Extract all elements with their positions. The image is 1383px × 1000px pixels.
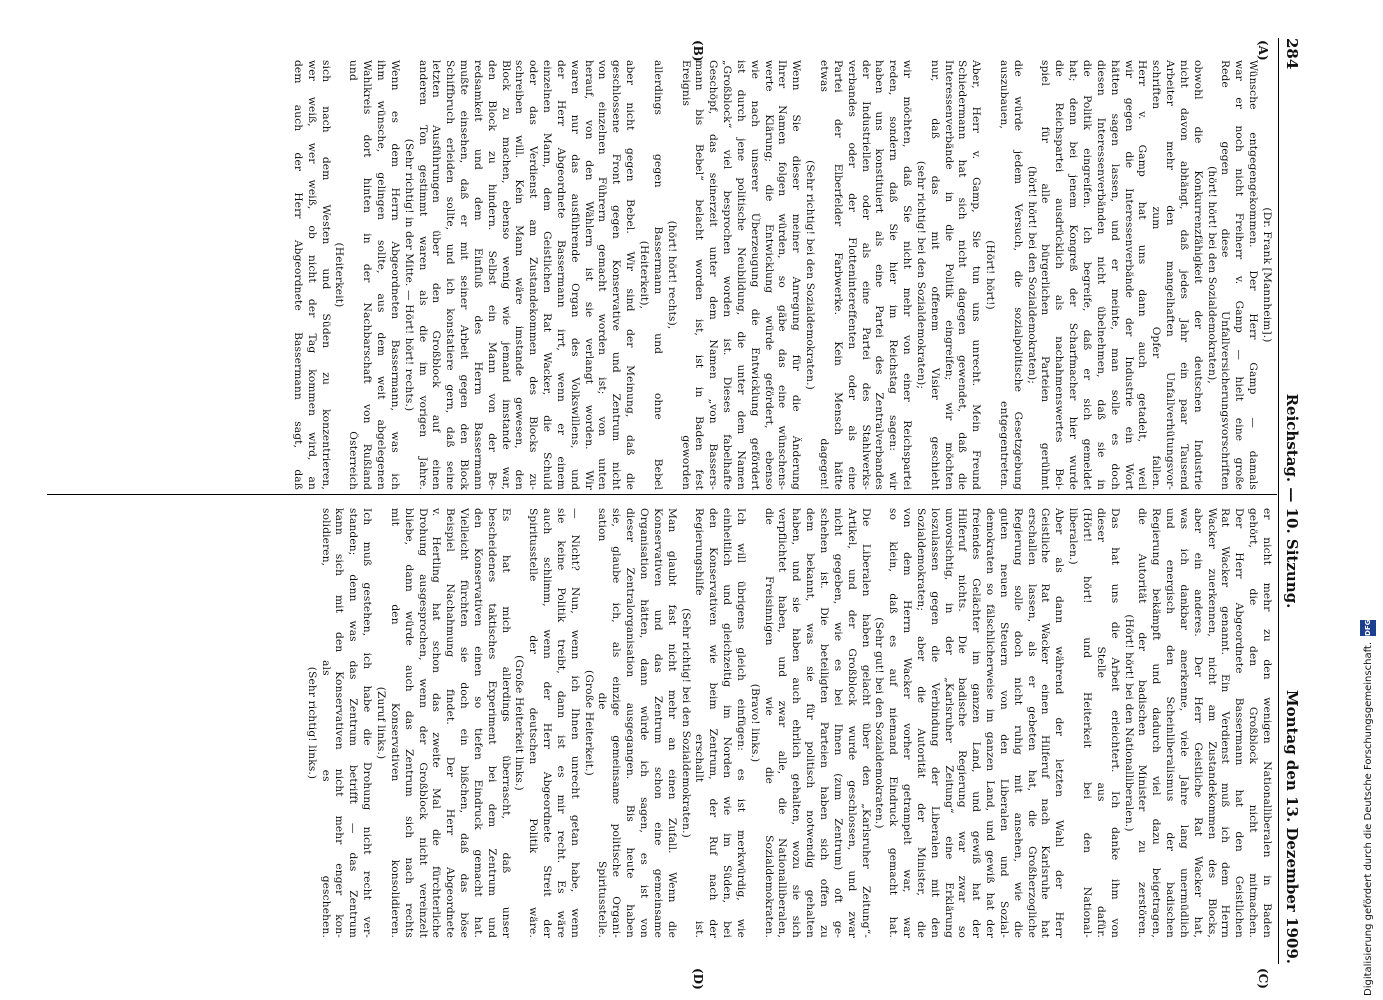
text-line: obwohl die Konkurrenzfähigkeit der deutschen Industrie: [1191, 60, 1204, 490]
text-line: bliebe, dann würde auch das Zentrum sich nach rechts: [402, 508, 415, 938]
text-line: auch schlimm, wenn der Herr Abgeordnete Streit der: [541, 508, 554, 938]
text-line: die Autorität der badischen Minister zu zerstören.: [1136, 508, 1149, 938]
text-line: (Sehr richtig! in der Mitte. — Hört! hört! rechts.): [402, 138, 415, 412]
text-line: allerdings gegen Bassermann und ohne Bebel: [651, 60, 664, 490]
text-line: (Hört! hört! und Heiterkeit bei den National-: [1081, 508, 1094, 938]
text-line: Schiedermann hat sich nicht dagegen gewendet, daß die: [956, 60, 969, 490]
text-line: den Konservativen einen so tiefen Eindruck gemacht hat.: [471, 508, 484, 938]
text-line: sie, glaube ich, als einzige gemeinsame politische Organi-: [610, 508, 623, 938]
right-column-lines: [304, 508, 1273, 938]
text-line: bescheidenes taktisches Experiment bei dem Zentrum und: [485, 508, 498, 938]
text-line: liberalen.): [1067, 508, 1080, 565]
text-line: geschlossene Front gegen Konservative und Zentrum nicht: [610, 60, 623, 490]
text-line: Ich will übrigens gleich einfügen: es ist merkwürdig, wie: [734, 508, 747, 938]
text-line: einheitlich und gleichzeitig im Norden wie im Süden, bei: [721, 508, 734, 938]
text-line: (Sehr gut! bei den Sozialdemokraten.): [873, 617, 886, 829]
text-line: herauf, von den Wählern ist sie verlangt worden. Wir: [582, 60, 595, 490]
text-line: schehen ist. Die beteiligten Parteien haben sich offen zu: [818, 508, 830, 938]
text-line: Interessenverbände in die Politik eingreifen; wir möchten: [942, 60, 955, 490]
text-line: Vielleicht fürchten sie doch ein bißchen, daß das böse: [458, 508, 471, 938]
text-line: was ich dankbar anerkenne, viele Jahre lang unermüdlich: [1177, 508, 1190, 938]
text-line: werte Klärung; die Entwicklung würde gefördert, ebenso: [762, 60, 775, 490]
text-line: mit den Konservativen konsolidieren.: [388, 508, 401, 938]
text-line: dieser Zentralorganisation ausgegangen. Bis heute haben: [624, 508, 637, 938]
text-line: guten neuen Steuern von den Liberalen und Sozial-: [997, 508, 1010, 938]
text-line: Geschöpf, das seinerzeit unter dem Namen „von Bassers-: [707, 60, 720, 490]
text-line: so klein, daß es auf niemand Eindruck gemacht hat.: [887, 508, 900, 938]
text-line: Geistliche Rat Wacker einen Hilferuf nach Karlsruhe hat: [1039, 508, 1052, 938]
text-line: etwas dagegen!: [818, 60, 830, 490]
text-line: erschallen lassen, als er gebeten hat, die Großherzogliche: [1025, 508, 1038, 938]
text-line: Die Liberalen haben gelacht über den „Karlsruher Zeitung“-: [859, 508, 872, 938]
text-line: Es hat mich allerdings überrascht, daß unser: [499, 508, 512, 938]
margin-mark-c: (C): [1256, 968, 1270, 989]
text-line: loszulassen gegen die Verbindung der Liberalen mit den: [928, 508, 941, 938]
text-line: anderen Ton gestimmt waren als die im vorigen Jahre.: [416, 60, 429, 490]
text-line: kann sich mit den Konservativen nicht mehr enger kon-: [333, 508, 346, 938]
text-line: die Freisinnigen wie die Sozialdemokraten.: [762, 508, 775, 938]
text-line: Partei der Elberfelder Farbwerke. Kein Mensch hätte: [831, 60, 844, 490]
credit-text: Digitalisierung gefördert durch die Deutsche Forschungsgemeinschaft.: [1362, 641, 1374, 996]
margin-mark-b: (B): [691, 40, 705, 62]
text-line: Herr v. Gamp hat uns dann auch getadelt, weil: [1136, 60, 1149, 490]
text-line: Der Herr Abgeordnete Bassermann hat den Geistlichen: [1233, 508, 1246, 938]
text-line: hat; denn bei jenem Kongreß der Scharfmacher hier wurde: [1067, 60, 1080, 490]
text-line: Regierung solle doch nicht ruhig mit ansehen, wie die: [1011, 508, 1024, 938]
text-line: einzelnen Mann, dem Geistlichen Rat Wacker, die Schuld: [541, 60, 554, 490]
text-line: schreiben will. Kein Mann wäre imstande gewesen, den: [513, 60, 526, 490]
text-line: (Hört! hört!): [984, 240, 997, 310]
text-line: Ihrer Namen folgen würden, so gäbe das eine wünschens-: [776, 60, 789, 490]
text-line: redsamkeit und dem Einfluß des Herrn Bassermann: [471, 60, 484, 490]
text-line: letzten Ausführungen über den Großblock auf einen: [430, 60, 443, 490]
text-line: Rat Wacker genannt. Ein Verdienst muß ich dem Herrn: [1219, 508, 1232, 938]
text-line: Arbeiter mehr den mangelhaften Unfallverhütungsvor-: [1164, 60, 1177, 490]
text-line: ist durch jene politische Neubildung, die unter dem Namen: [734, 60, 747, 490]
left-column-lines: [290, 60, 1273, 490]
text-line: Man glaubt fast nicht mehr an einen Zufall. Wenn die: [665, 508, 678, 938]
text-line: (Sehr richtig! bei den Sozialdemokraten.): [804, 160, 817, 390]
text-line: nicht davon abhängt, daß jedes Jahr ein paar Tausend: [1177, 60, 1190, 490]
text-line: verbandes oder der Flottenintereffenten oder als eine: [845, 60, 858, 490]
text-line: Hilferuf nichts. Die badische Regierung war zwar so: [956, 508, 969, 938]
digitization-credit: [1360, 620, 1376, 996]
text-line: von dem Herrn Wacker vorher getrampelt war, war: [901, 508, 914, 938]
text-line: (Heiterkeit),: [638, 240, 651, 310]
text-line: (Sehr richtig! bei den Sozialdemokraten.): [679, 608, 692, 838]
text-line: Artikel, und der Großblock wurde geschlossen, und zwar: [845, 508, 858, 938]
text-line: von einzelnen Führern gemacht worden ist; von unten: [596, 60, 609, 490]
text-line: (Bravo! links.): [748, 683, 761, 763]
text-line: Schiffbruch erleiden sollte, und ich konstatiere gern, daß seine: [444, 60, 457, 490]
text-line: Spiritusstelle der deutschen Politik wäre.: [527, 508, 540, 938]
text-line: — Nicht? Nun, wenn ich Ihnen unrecht getan habe, wenn: [568, 508, 581, 938]
text-line: schriften zum Opfer fallen.: [1150, 60, 1163, 490]
text-line: (Große Heiterkeit links.): [513, 655, 526, 791]
text-line: war er noch nicht Freiherr v. Gamp — hielt eine große: [1233, 60, 1246, 490]
column-divider: [47, 494, 1277, 495]
text-line: (Sehr richtig! links.): [305, 666, 318, 780]
text-line: haben uns konstituiert als eine Partei des Zentralverbandes: [873, 60, 886, 490]
text-line: Regierungshilfe erschallt ist.: [693, 508, 706, 938]
text-line: dem bekannt, was sie für politisch notwendig gehalten: [804, 508, 817, 938]
text-line: verpflichtet haben, und zwar alle, die Nationalliberalen,: [776, 508, 789, 938]
text-line: und Österreich: [347, 60, 360, 490]
page-number: 284: [1283, 38, 1301, 70]
text-line: der Industriellen oder als eine Partei des Stahlwerks-: [859, 60, 872, 490]
text-line: Wacker zuerkennen, nicht am Zustandekommen des Blocks,: [1205, 508, 1218, 938]
text-line: (Heiterkeit): [333, 242, 346, 308]
text-line: Beispiel Nachahmung findet. Der Herr Abgeordnete: [444, 508, 457, 938]
text-line: den Block zu hindern. Selbst ein Mann von der Be-: [485, 60, 498, 490]
header-title: Reichstag. — 10. Sitzung.: [1283, 393, 1301, 609]
text-line: die würde jedem Versuch, die sozialpolitische Gesetzgebung: [1011, 60, 1024, 490]
text-line: dieser Stelle aus dafür.: [1094, 508, 1107, 938]
text-line: unvorsichtig, in der „Karlsruher Zeitung“ eine Erklärung: [942, 508, 955, 938]
text-line: freiendes Gelächter im ganzen Land, und gewiß hat der: [970, 508, 983, 938]
text-line: die Reichspartei ausdrücklich als nachahmenswertes Bei-: [1053, 60, 1066, 490]
text-line: demokraten so fälschlicherweise im ganzen Land, und gewiß hat der: [984, 508, 997, 938]
text-line: der Herr Abgeordnete Bassermann irrt, wenn er einem: [554, 60, 567, 490]
text-line: standen; denn was das Zentrum betrifft — das Zentrum: [347, 508, 360, 938]
text-line: mußte einsehen, daß er mit seiner Arbeit gegen den Block: [458, 60, 471, 490]
text-line: diesen Interessenverbänden nicht übelnehmen, daß sie in: [1094, 60, 1107, 490]
text-line: auszubauen, entgegentreten.: [997, 60, 1010, 490]
running-header: [1283, 38, 1301, 964]
header-rule: [1278, 38, 1279, 964]
text-line: Konservativen und das Zentrum schon eine gemeinsame: [651, 508, 664, 938]
text-line: er nicht mehr zu den wenigen Nationalliberalen in Baden: [1261, 508, 1273, 938]
dfg-logo: DFG: [1360, 620, 1376, 636]
text-line: dem auch der Herr Abgeordnete Bassermann sagt, daß: [291, 60, 304, 490]
text-line: Wahlkreis dort hinten in der Nachbarschaft von Rußland: [361, 60, 374, 490]
left-text-column: [73, 60, 1273, 490]
text-line: die Politik eingreifen. Ich begreife, daß er sich gemeldet: [1081, 60, 1094, 490]
text-line: sie keine Politik treibt, dann ist es mir recht. Es wäre: [554, 508, 567, 938]
right-text-column: [73, 508, 1273, 938]
text-line: Sozialdemokraten; aber die Autorität der Minister, die: [914, 508, 927, 938]
text-line: (hört! hört! rechts),: [665, 220, 678, 330]
text-line: ihm wünsche, gelingen sollte, aus dem weit abgelegenen: [375, 60, 387, 490]
text-line: aber nicht gegen Bebel. Wir sind der Meinung, daß die: [624, 60, 637, 490]
text-line: aber ein anderes. Der Herr Geistliche Rat Wacker hat,: [1191, 508, 1204, 938]
text-line: wir gegen die Interessenverbände der Industrie ein Wort: [1122, 60, 1135, 490]
text-line: hätten sagen lassen, und er meinte, man solle es doch: [1108, 60, 1121, 490]
text-line: wie nach unserer Überzeugung die Entwicklung gefördert: [748, 60, 761, 490]
margin-mark-d: (D): [691, 968, 705, 990]
text-line: Block zu machen, ebenso wenig wie jemand imstande war,: [499, 60, 512, 490]
text-line: waren nur das ausführende Organ des Volkswillens, und: [568, 60, 581, 490]
text-line: den Konservativen wie beim Zentrum, der Ruf nach der: [707, 508, 720, 938]
text-line: wer weiß, wer weiß, ob nicht der Tag kommen wird, an: [305, 60, 318, 490]
text-line: reden, sondern daß Sie hier im Reichstag sagen: wir: [887, 60, 900, 490]
text-line: Aber als dann während der letzten Wahl der Herr: [1053, 508, 1066, 938]
text-line: solidieren, als es geschehen.: [319, 508, 332, 938]
text-line: spiel für alle bürgerlichen Parteien gerühmt: [1039, 60, 1052, 490]
header-date: Montag den 13. Dezember 1909.: [1283, 690, 1301, 964]
text-line: (hört! hört! bei den Sozialdemokraten);: [1025, 166, 1038, 384]
text-line: „Großblock“ viel besprochen worden ist. Dieses fabelhafte: [721, 60, 734, 490]
text-line: Drohung ausgesprochen, wenn der Großblock nicht vereinzelt: [416, 508, 429, 938]
text-line: Aber, Herr v. Gamp, Sie tun uns unrecht. Mein Freund: [970, 60, 983, 490]
text-line: (Hört! hört! bei den Nationalliberalen.): [1122, 614, 1135, 832]
text-line: gehört, die den Großblock nicht mitmachen.: [1247, 508, 1260, 938]
text-line: Ich muß gestehen, ich habe die Drohung nicht recht ver-: [361, 508, 374, 938]
text-line: nur, daß das mit offenem Visier geschieht: [928, 60, 941, 490]
text-line: Das hat uns die Arbeit erleichtert. Ich danke ihm von: [1108, 508, 1121, 938]
margin-mark-a: (A): [1256, 40, 1270, 61]
text-line: nicht gegeben, wie es bei Ihnen (zum Zentrum) oft ge-: [831, 508, 844, 938]
text-line: (Dr. Frank [Mannheim].): [1261, 207, 1273, 343]
text-line: v. Hertling hat schon das zweite Mal die fürchterliche: [430, 508, 443, 938]
text-line: und energisch den Scheinliberalismus der badischen: [1164, 508, 1177, 938]
text-line: Wenn Sie dieser meiner Anregung für die Änderung: [790, 60, 803, 490]
text-line: Wenn es dem Herrn Abgeordneten Bassermann, was ich: [388, 60, 401, 490]
text-line: mann bis Bebel“ belacht worden ist, ist in Baden fest: [693, 60, 706, 490]
text-line: (hört! hört! bei den Sozialdemokraten),: [1205, 166, 1218, 384]
text-line: (sehr richtig! bei den Sozialdemokraten);: [914, 160, 927, 390]
text-line: wir möchten, daß Sie nicht mehr von einer Reichspartei: [901, 60, 914, 490]
text-line: Rede gegen diese Unfallversicherungsvorschriften: [1219, 60, 1232, 490]
text-line: sation die Spiritusstelle.: [596, 508, 609, 938]
text-line: sich nach dem Westen und Süden zu konzentrieren,: [319, 60, 332, 490]
text-line: Ereignis geworden: [679, 60, 692, 490]
text-line: Organisation hätten, dann würde ich sagen, es ist von: [638, 508, 651, 938]
text-line: Regierung bekämpft und dadurch viel dazu beigetragen,: [1150, 508, 1163, 938]
text-line: oder das Verdienst am Zustandekommen des Blocks zu-: [527, 60, 540, 490]
text-line: (Zuruf links.): [375, 686, 387, 760]
text-line: haben, und sie haben auch ehrlich gehalten, wozu sie sich: [790, 508, 803, 938]
text-line: (Große Heiterkeit.): [582, 670, 595, 776]
text-line: Wünsche entgegengekommen. Der Herr Gamp — damals: [1247, 60, 1260, 490]
